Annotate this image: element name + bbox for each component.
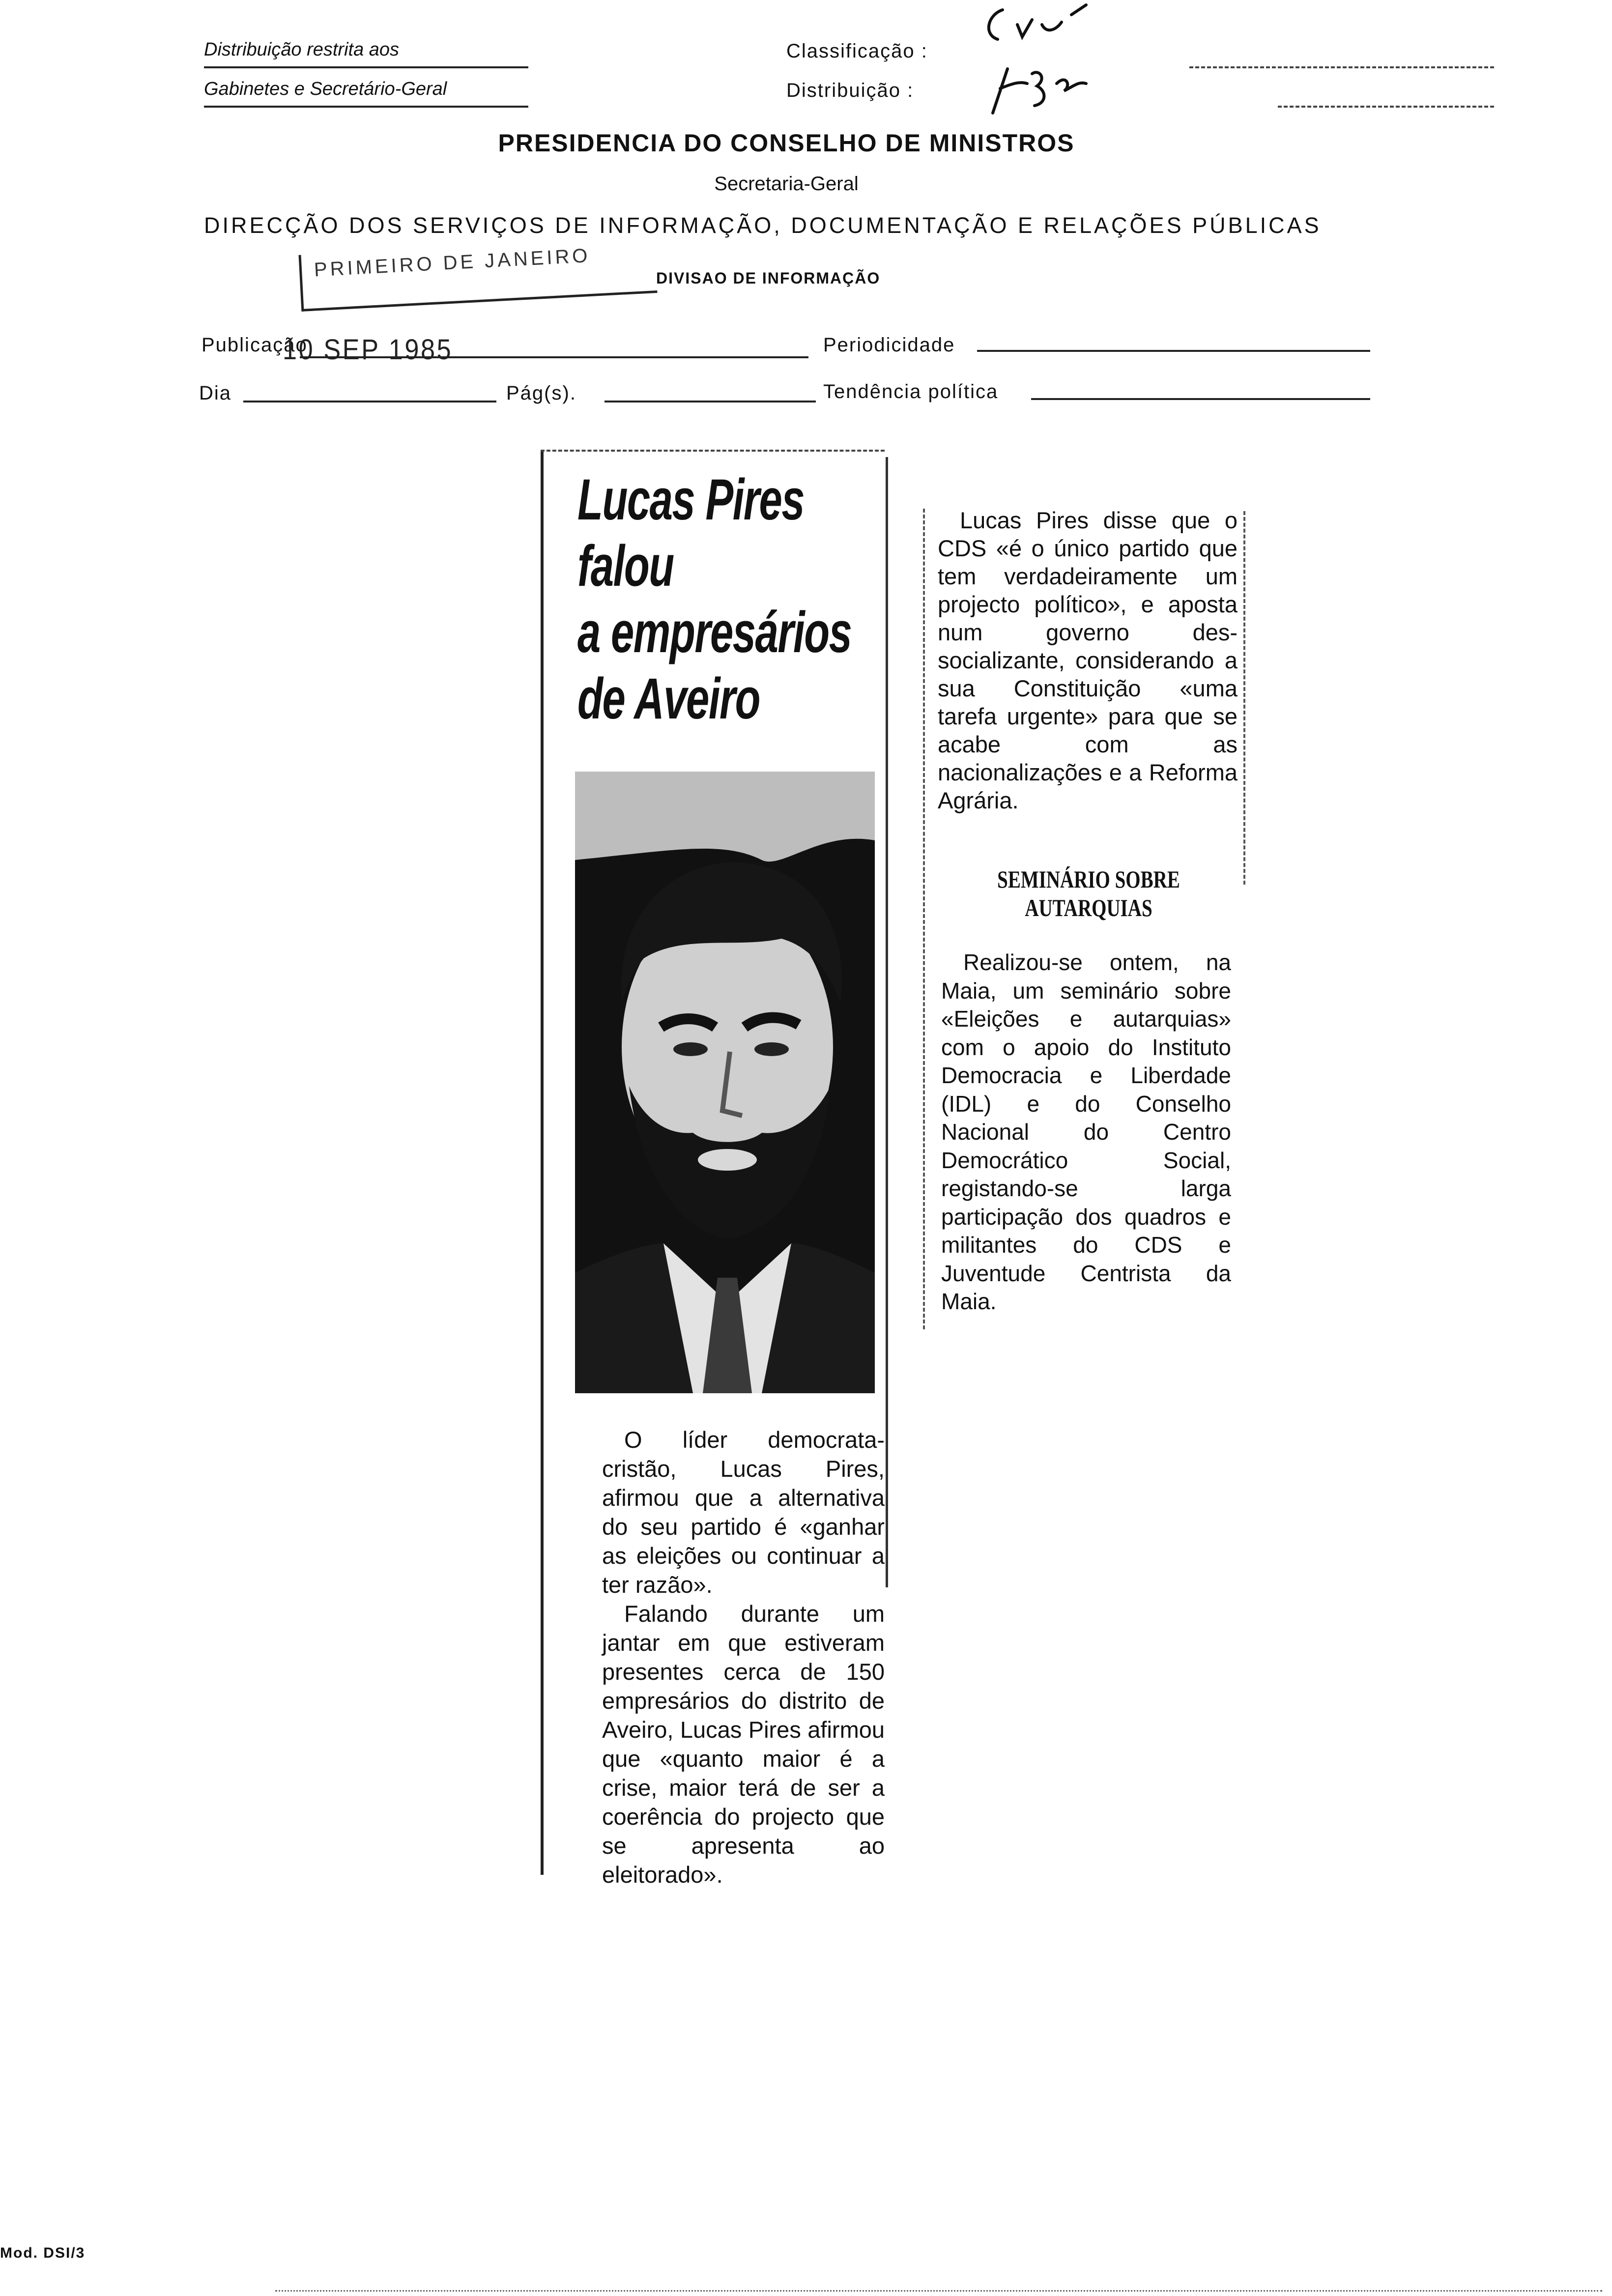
classificacao-field-line bbox=[1189, 66, 1494, 68]
article1-paragraph: Falando durante um jantar em que estiveram presentes cerca de 150 empresários do distrito de Aveiro, Lucas Pires afirmou que «quanto maior é a crise, maior terá de ser a coerência do projecto que se apresenta ao eleitorado». bbox=[602, 1601, 885, 1888]
form-model-code: Mod. DSI/3 bbox=[0, 2245, 86, 2261]
clipping2-border-right bbox=[1243, 511, 1245, 885]
date-stamp: 10 SEP 1985 bbox=[283, 334, 453, 366]
article2-lead bbox=[938, 506, 1238, 814]
handwritten-annotation bbox=[973, 0, 1135, 123]
classificacao-label: Classificação : bbox=[786, 40, 928, 62]
headline-line: a empresários bbox=[577, 600, 852, 665]
pags-label: Pág(s). bbox=[506, 382, 576, 404]
tendencia-label: Tendência política bbox=[823, 381, 999, 402]
distribuicao-label: Distribuição : bbox=[786, 80, 914, 101]
subheading-line: AUTARQUIAS bbox=[1025, 894, 1152, 921]
tendencia-field-line bbox=[1031, 398, 1370, 400]
page-title: PRESIDENCIA DO CONSELHO DE MINISTROS bbox=[498, 129, 1075, 157]
division-name: DIVISAO DE INFORMAÇÃO bbox=[656, 269, 881, 287]
portrait-photo bbox=[575, 772, 875, 1393]
article1-paragraph: O líder democrata-cristão, Lucas Pires, afirmou que a alternativa do seu partido é «ganhar as eleições ou continuar a ter razão». bbox=[602, 1427, 885, 1598]
headline-line: Lucas Pires bbox=[577, 467, 805, 532]
scan-edge-noise bbox=[275, 2290, 1602, 2292]
distribution-underline-1 bbox=[204, 66, 528, 68]
distribution-underline-2 bbox=[204, 106, 528, 108]
article1-headline bbox=[577, 467, 852, 732]
newspaper-stamp bbox=[298, 236, 657, 312]
dia-label: Dia bbox=[199, 382, 232, 404]
article1-body bbox=[602, 1425, 885, 1889]
subheading-line: SEMINÁRIO SOBRE bbox=[997, 865, 1180, 893]
publicacao-field-line bbox=[300, 356, 808, 358]
pags-field-line bbox=[604, 401, 816, 402]
clipping1-border-top bbox=[541, 450, 885, 452]
newspaper-stamp-text: PRIMEIRO DE JANEIRO bbox=[313, 245, 591, 281]
clipping1-border-right bbox=[886, 457, 888, 1587]
periodicidade-label: Periodicidade bbox=[823, 334, 955, 356]
article2-paragraph: Realizou-se ontem, na Maia, um seminário sobre «Eleições e autarquias» com o apoio do Instituto Democracia e Liberdade (IDL) e do Conselho Nacional do Centro Democrático Social, registando-se larga participação dos quadros e militantes do CDS e Juventude Centrista da Maia. bbox=[941, 949, 1231, 1314]
article2-body bbox=[941, 948, 1231, 1316]
directorate-name: DIRECÇÃO DOS SERVIÇOS DE INFORMAÇÃO, DOCUMENTAÇÃO E RELAÇÕES PÚBLICAS bbox=[204, 213, 1322, 238]
dia-field-line bbox=[243, 401, 496, 402]
article2-subheading bbox=[970, 865, 1208, 922]
article2-lead-paragraph: Lucas Pires disse que o CDS «é o único partido que tem verdadeiramente um projecto político», e aposta num governo des-socializante, considerando a sua Constituição «uma tarefa urgente» para que se acabe com as nacionalizações e a Reforma Agrária. bbox=[938, 507, 1238, 813]
headline-line: falou bbox=[577, 534, 674, 599]
publicacao-label: Publicação bbox=[202, 334, 308, 356]
distribuicao-field-line bbox=[1278, 106, 1494, 108]
clipping1-border-left bbox=[541, 450, 544, 1875]
headline-line: de Aveiro bbox=[577, 666, 760, 731]
distribution-restriction-line2: Gabinetes e Secretário-Geral bbox=[204, 79, 447, 99]
page-subtitle: Secretaria-Geral bbox=[714, 173, 859, 195]
clipping2-border-left bbox=[923, 509, 925, 1329]
periodicidade-field-line bbox=[977, 350, 1370, 352]
distribution-restriction-line1: Distribuição restrita aos bbox=[204, 39, 400, 60]
